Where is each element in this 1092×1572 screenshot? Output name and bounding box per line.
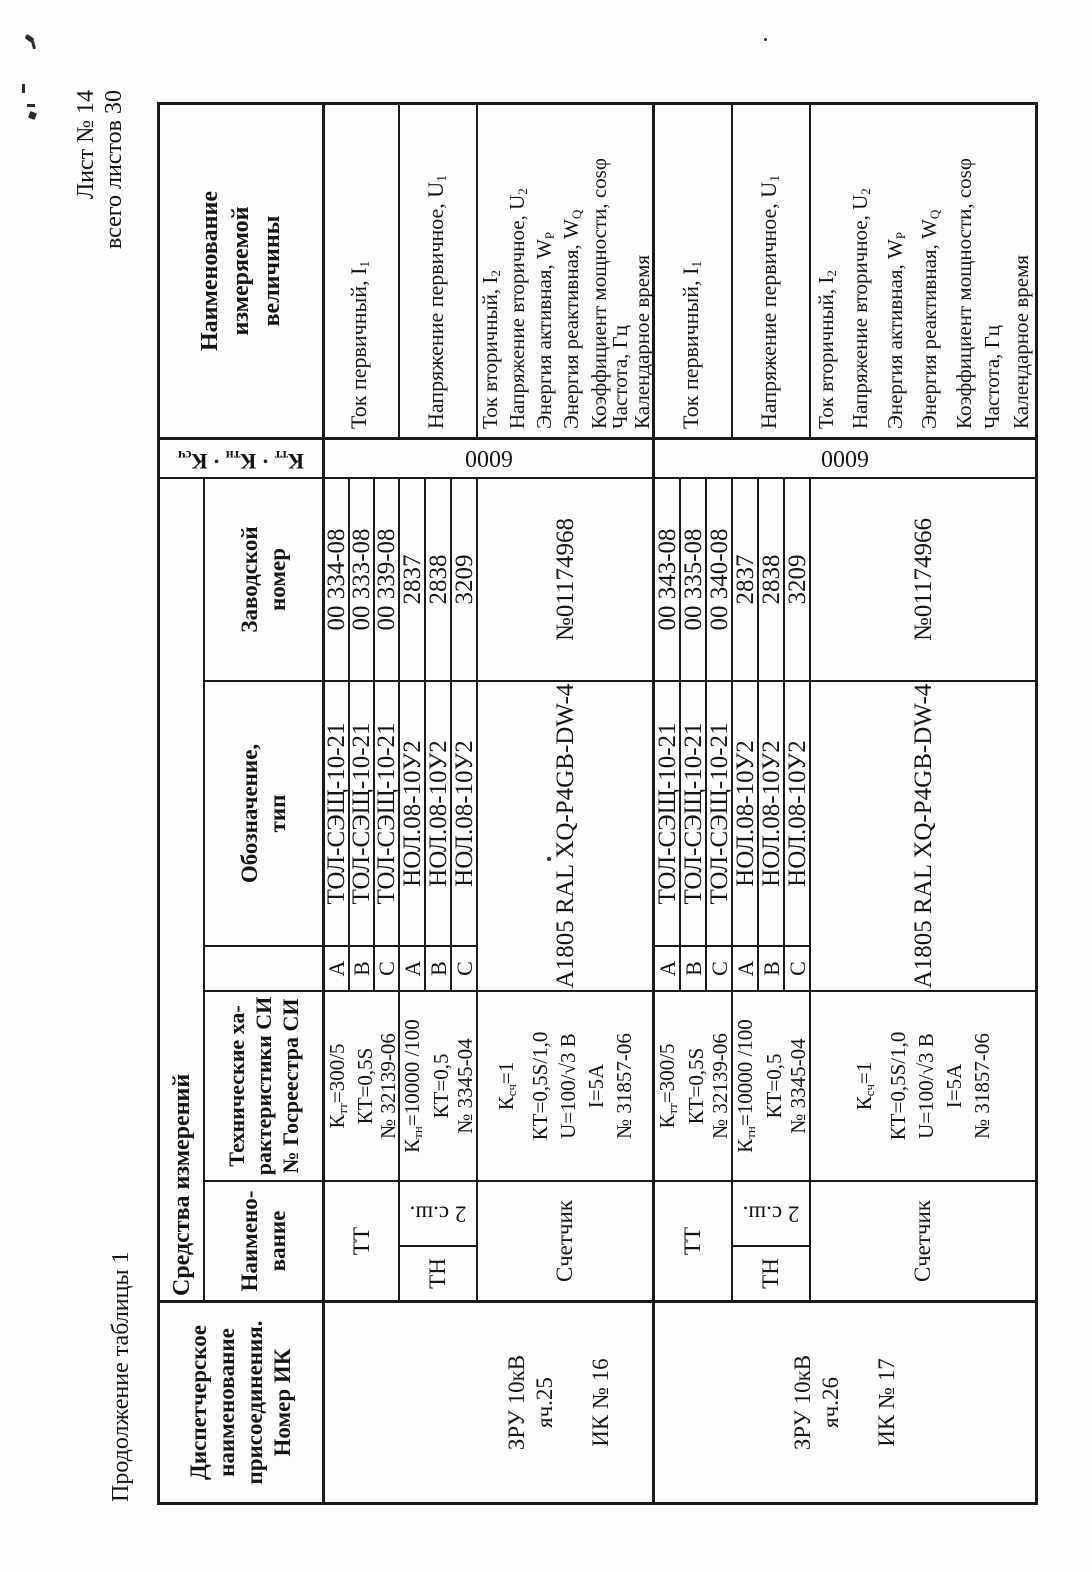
phase-cell: В (759, 945, 785, 990)
busbar-cell (400, 1180, 478, 1245)
header-dispatch-cell: Диспетчерское наименование присоединения. Номер ИК (160, 1300, 325, 1502)
meter-type-cell: А1805 RAL XQ-P4GB-DW-4 (478, 680, 655, 990)
type-cell: ТОЛ-СЭЩ-10-21 (350, 680, 375, 945)
serial-cell: 00 340-08 (707, 477, 733, 680)
header-designation-cell: Обозначение, тип (205, 680, 325, 945)
serial-cell: 2837 (400, 477, 426, 680)
phase-cell: В (350, 945, 375, 990)
meter-serial-cell: №01174966 (811, 477, 1035, 680)
measured-cell-tn: Напряжение первичное, U1 (400, 105, 478, 437)
header-serial-cell: Заводской номер (205, 477, 325, 680)
type-cell: ТОЛ-СЭЩ-10-21 (325, 680, 350, 945)
scan-artifact (764, 38, 767, 41)
phase-cell: С (707, 945, 733, 990)
header-kfactor-cell (160, 437, 325, 477)
tech-cell-tn: Ктн=10000 /100 КТ=0,5 № 3345-04 (400, 990, 478, 1180)
serial-cell: 2838 (426, 477, 452, 680)
tech-cell-tt: Ктт=300/5 КТ=0,5S № 32139-06 (655, 990, 733, 1180)
measured-cell-tt: Ток первичный, I1 (325, 105, 400, 437)
serial-cell: 3209 (452, 477, 478, 680)
table-continuation-label: Продолжение таблицы 1 (108, 1251, 134, 1502)
serial-cell: 3209 (785, 477, 811, 680)
header-measured-cell: Наименование измеряемой величины (160, 105, 325, 437)
dispatch-text: ЗРУ 10кВ яч.25 ИК № 16 (503, 1354, 613, 1451)
sheet-counter (72, 90, 128, 249)
type-cell: НОЛ.08-10У2 (785, 680, 811, 945)
serial-cell: 00 339-08 (375, 477, 400, 680)
phase-cell: С (785, 945, 811, 990)
dispatch-cell: ЗРУ 10кВ яч.26 ИК № 17 (655, 1300, 1035, 1502)
meter-type-cell: А1805 RAL XQ-P4GB-DW-4 (811, 680, 1035, 990)
kfactor-header-text: Ктт · Ктн · Ксч (178, 448, 304, 475)
tn-label-cell: ТН (733, 1245, 811, 1300)
meter-label-cell: Счетчик (478, 1180, 655, 1300)
type-cell: НОЛ.08-10У2 (400, 680, 426, 945)
kfactor-cell (655, 437, 1035, 477)
phase-cell: А (325, 945, 350, 990)
serial-cell: 00 333-08 (350, 477, 375, 680)
phase-cell: В (681, 945, 707, 990)
type-cell: ТОЛ-СЭЩ-10-21 (681, 680, 707, 945)
header-name-cell: Наимено- вание (205, 1180, 325, 1300)
kfactor-value: 6000 (464, 445, 513, 472)
phase-cell: С (375, 945, 400, 990)
tech-cell-tn: Ктн=10000 /100 КТ=0,5 № 3345-04 (733, 990, 811, 1180)
tt-label-cell: ТТ (325, 1180, 400, 1300)
tn-label-cell: ТН (400, 1245, 478, 1300)
serial-cell: 00 343-08 (655, 477, 681, 680)
type-cell: НОЛ.08-10У2 (452, 680, 478, 945)
serial-cell: 00 334-08 (325, 477, 350, 680)
serial-cell: 00 335-08 (681, 477, 707, 680)
tech-cell-tt: Ктт=300/5 КТ=0,5S № 32139-06 (325, 990, 400, 1180)
measured-cell-tn: Напряжение первичное, U1 (733, 105, 811, 437)
phase-cell: А (655, 945, 681, 990)
header-group-cell: Средства измерений (160, 477, 205, 1300)
scan-artifact (547, 857, 551, 861)
phase-cell: А (400, 945, 426, 990)
meter-serial-cell: №01174968 (478, 477, 655, 680)
kfactor-cell (325, 437, 655, 477)
meter-label-cell: Счетчик (811, 1180, 1035, 1300)
type-cell: НОЛ.08-10У2 (733, 680, 759, 945)
phase-cell: С (452, 945, 478, 990)
tech-cell-meter: Ксч=1 КТ=0,5S/1,0 U=100/√3 В I=5А № 31857-06 (478, 990, 655, 1180)
busbar-cell (733, 1180, 811, 1245)
serial-cell: 2837 (733, 477, 759, 680)
header-tech-cell: Технические ха- рактеристики СИ № Госреестра СИ (205, 990, 325, 1180)
phase-cell: В (426, 945, 452, 990)
header-phase-cell (205, 945, 325, 990)
dispatch-cell (325, 1300, 655, 1502)
measured-cell-tt: Ток первичный, I1 (655, 105, 733, 437)
tt-label-cell: ТТ (655, 1180, 733, 1300)
measurement-table (157, 102, 1038, 1505)
type-cell: НОЛ.08-10У2 (759, 680, 785, 945)
busbar-text: 2 с.ш. (742, 1201, 800, 1227)
sheet-number-label: Лист № 14 (73, 90, 99, 200)
type-cell: ТОЛ-СЭЩ-10-21 (375, 680, 400, 945)
scan-artifact (27, 104, 35, 107)
type-cell: ТОЛ-СЭЩ-10-21 (655, 680, 681, 945)
kfactor-value: 6000 (821, 445, 869, 472)
busbar-text: 2 с.ш. (409, 1201, 467, 1227)
type-cell: ТОЛ-СЭЩ-10-21 (707, 680, 733, 945)
serial-cell: 2838 (759, 477, 785, 680)
tech-cell-meter: Ксч=1 КТ=0,5S/1,0 U=100/√3 В I=5А № 31857-06 (811, 990, 1035, 1180)
sheet-total-label: всего листов 30 (101, 90, 127, 250)
scan-artifact (22, 84, 25, 93)
measured-cell-meter: Ток вторичный, I2 Напряжение вторичное, U2 Энергия активная, WP Энергия реактивная, WQ Коэффициент мощности, cosφ Частота, Гц Календарное время (478, 105, 655, 437)
type-cell: НОЛ.08-10У2 (426, 680, 452, 945)
phase-cell: А (733, 945, 759, 990)
measured-cell-meter: Ток вторичный, I2 Напряжение вторичное, U2 Энергия активная, WP Энергия реактивная, WQ Коэффициент мощности, cosφ Частота, Гц Календарное время (814, 158, 1034, 429)
